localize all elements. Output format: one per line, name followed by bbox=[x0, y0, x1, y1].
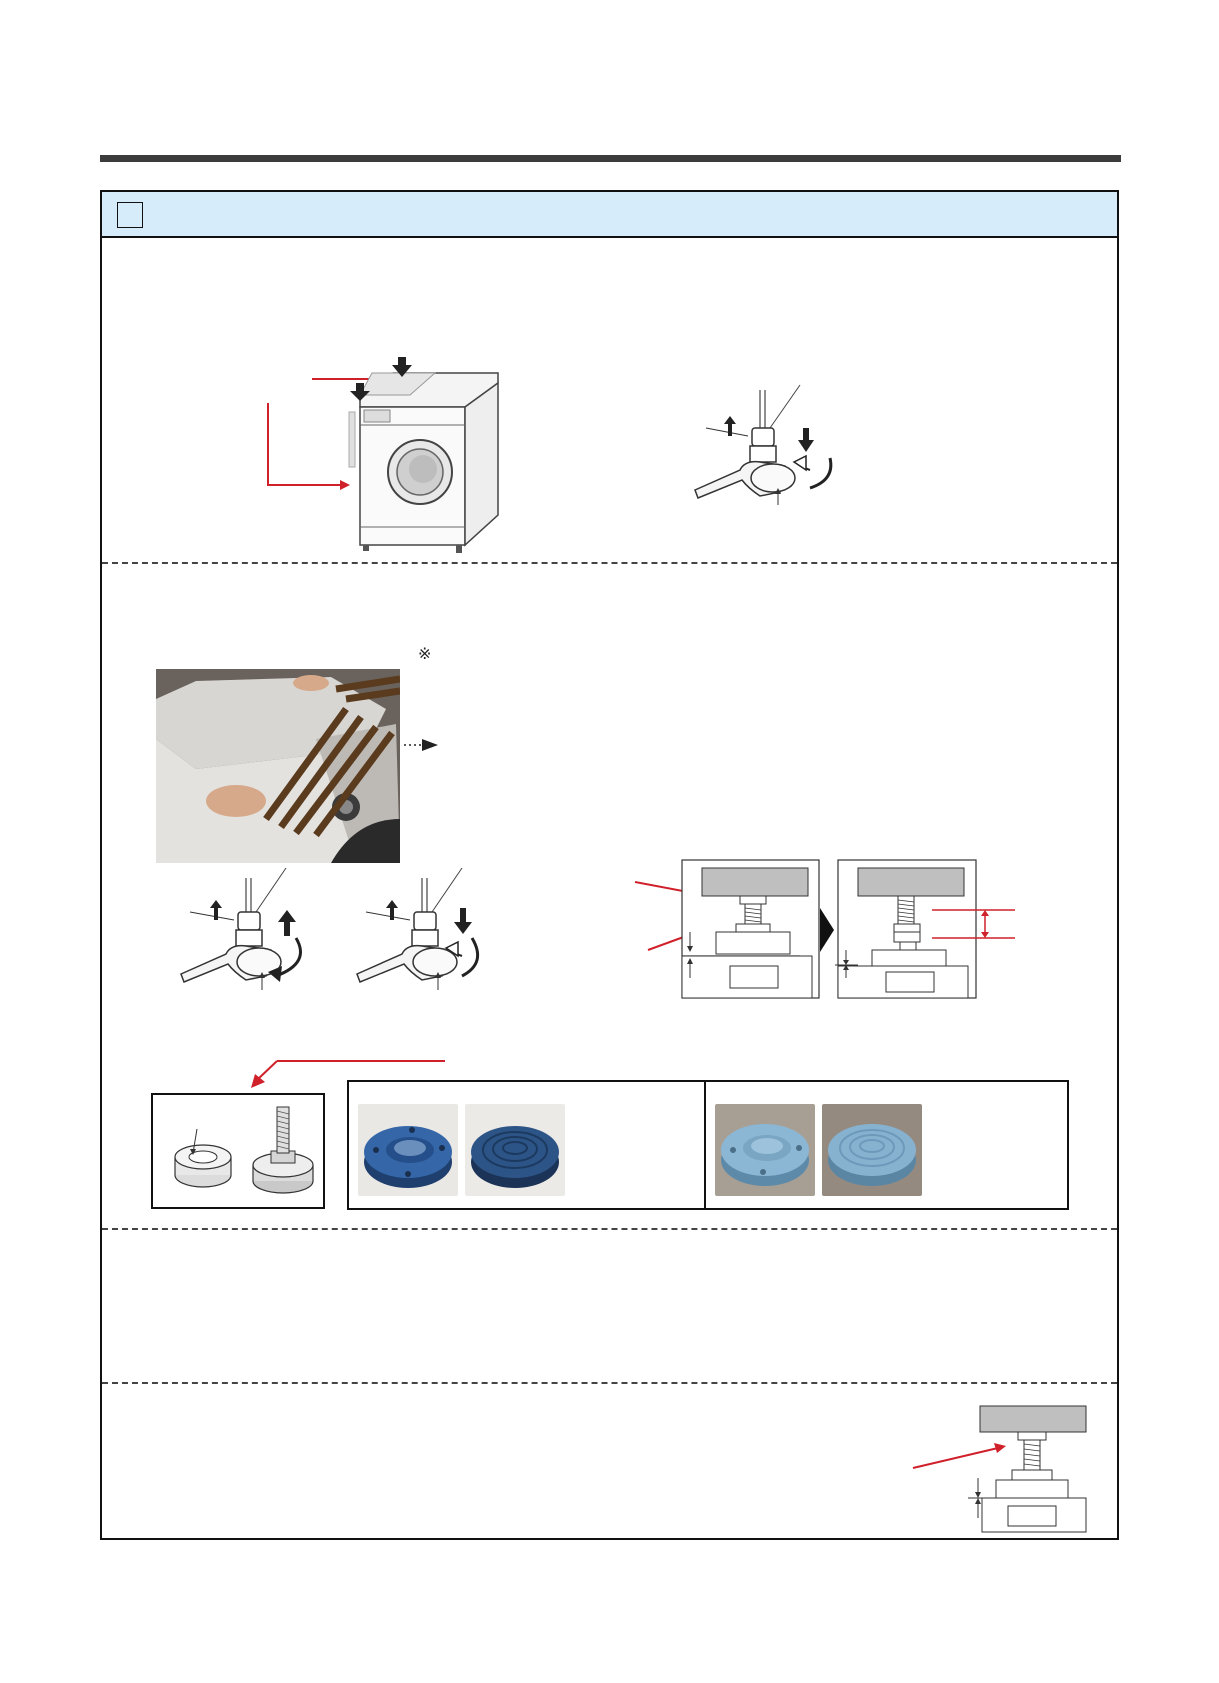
foot-parts-box bbox=[151, 1093, 325, 1209]
section-header-bar bbox=[102, 192, 1117, 238]
pad-divider bbox=[704, 1082, 706, 1208]
dark-blue-pad-bottom-photo bbox=[358, 1104, 458, 1196]
rubber-pad-photos-box bbox=[347, 1080, 1069, 1210]
dashed-separator-1 bbox=[102, 562, 1117, 564]
dashed-separator-2 bbox=[102, 1228, 1117, 1230]
dashed-separator-3 bbox=[102, 1382, 1117, 1384]
foot-clearance-diagram bbox=[908, 1400, 1088, 1535]
dotted-arrow-icon bbox=[402, 738, 442, 752]
wrench-counterclockwise-diagram bbox=[352, 868, 502, 993]
foot-adjustment-comparison bbox=[630, 860, 1030, 1005]
light-blue-pad-top-photo bbox=[822, 1104, 922, 1196]
wrench-clockwise-diagram bbox=[176, 868, 326, 993]
foot-parts-drawing bbox=[153, 1095, 323, 1207]
section-number-box bbox=[117, 202, 143, 228]
washer-press-photo bbox=[156, 669, 400, 863]
washer-illustration bbox=[260, 355, 510, 555]
leveling-wrench-diagram-1 bbox=[690, 380, 850, 510]
top-rule bbox=[100, 155, 1121, 162]
reference-marker: ※ bbox=[418, 646, 432, 663]
light-blue-pad-bottom-photo bbox=[715, 1104, 815, 1196]
dark-blue-pad-top-photo bbox=[465, 1104, 565, 1196]
